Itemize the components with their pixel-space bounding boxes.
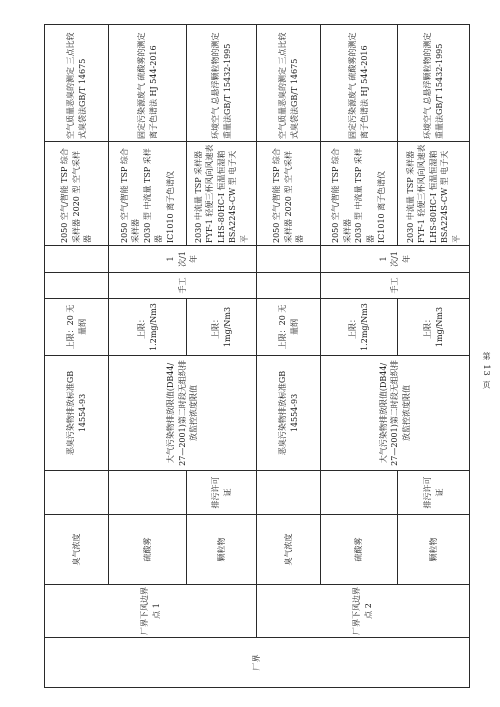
cell-analysis: 空气质量恶臭的测定 三点比较式臭袋法GB/T 14675 xyxy=(45,25,109,142)
cell-limit: 上限：20 无量纲 xyxy=(45,299,109,356)
rotated-table-wrapper xyxy=(44,25,469,688)
page-number: 第 13 页 xyxy=(482,352,491,390)
cell-analysis: 固定污染源废气 硫酸雾的测定离子色谱法 HJ 544-2016 xyxy=(321,25,398,142)
cell-method xyxy=(45,273,109,299)
cell-item: 颗粒物 xyxy=(187,515,257,585)
cell-analysis: 环境空气 总悬浮颗粒物的测定 重量法GB/T 15432-1995 xyxy=(398,25,470,142)
cell-standard-shared: 大气污染物排放限值(DB44/ 27—2001)第二时段无组织排放监控浓度限值 xyxy=(109,356,257,471)
cell-frequency-shared: 1 次/1 年 xyxy=(109,246,257,273)
cell-item: 颗粒物 xyxy=(398,515,470,585)
cell-standard: 恶臭污染物排放标准GB 14554-93 xyxy=(45,356,109,471)
cell-basis xyxy=(109,471,187,515)
cell-instrument: 2050 空气/智能 TSP 综合采样器 2020 型 空气采样器 xyxy=(257,142,321,246)
cell-instrument: 2050 空气/智能 TSP 综合采样器 2030 型 中流量 TSP 采样器 IC1010 离子色谱仪 xyxy=(109,142,187,246)
cell-method xyxy=(257,273,321,299)
cell-instrument: 2030 中流量 TSP 采样器 FYF-1 轻便三杯风向风速表 LHS-80HC-I 恒温恒湿箱 BSA224S-CW 型 电子天平 xyxy=(187,142,257,246)
cell-frequency xyxy=(257,246,321,273)
cell-point: 厂界下风边界点 2 xyxy=(257,585,470,638)
cell-limit: 上限：1mg/Nm3 xyxy=(398,299,470,356)
cell-item: 硫酸雾 xyxy=(109,515,187,585)
table-row xyxy=(45,25,109,688)
cell-standard: 恶臭污染物排放标准GB 14554-93 xyxy=(257,356,321,471)
cell-item: 臭气浓度 xyxy=(257,515,321,585)
cell-limit: 上限：1.2mg/Nm3 xyxy=(321,299,398,356)
cell-standard-shared: 大气污染物排放限值(DB44/ 27—2001)第二时段无组织排放监控浓度限值 xyxy=(321,356,470,471)
cell-basis xyxy=(45,471,109,515)
cell-instrument: 2050 空气/智能 TSP 综合采样器 2030 型 中流量 TSP 采样器 IC1010 离子色谱仪 xyxy=(321,142,398,246)
cell-method-shared: 手工 xyxy=(109,273,257,299)
cell-basis: 排污许可证 xyxy=(398,471,470,515)
cell-item: 臭气浓度 xyxy=(45,515,109,585)
table-row xyxy=(257,25,321,688)
cell-area: 厂界 xyxy=(45,638,470,688)
cell-instrument: 2030 中流量 TSP 采样器 FYF-1 轻便三杯风向风速表 LHS-80HC-I 恒温恒湿箱 BSA224S-CW 型 电子天平 xyxy=(398,142,470,246)
cell-basis: 排污许可证 xyxy=(187,471,257,515)
cell-item: 硫酸雾 xyxy=(321,515,398,585)
cell-limit: 上限：1.2mg/Nm3 xyxy=(109,299,187,356)
monitoring-table xyxy=(44,24,470,688)
cell-analysis: 固定污染源废气 硫酸雾的测定离子色谱法 HJ 544-2016 xyxy=(109,25,187,142)
cell-basis xyxy=(257,471,321,515)
cell-analysis: 环境空气 总悬浮颗粒物的测定 重量法GB/T 15432-1995 xyxy=(187,25,257,142)
table-body xyxy=(45,25,470,688)
cell-point: 厂界下风边界点 1 xyxy=(45,585,257,638)
cell-basis xyxy=(321,471,398,515)
cell-analysis: 空气质量恶臭的测定 三点比较式臭袋法GB/T 14675 xyxy=(257,25,321,142)
cell-instrument: 2050 空气/智能 TSP 综合采样器 2020 型 空气采样器 xyxy=(45,142,109,246)
cell-limit: 上限：20 无量纲 xyxy=(257,299,321,356)
cell-frequency xyxy=(45,246,109,273)
cell-method-shared: 手工 xyxy=(321,273,470,299)
cell-frequency-shared: 1 次/1 年 xyxy=(321,246,470,273)
cell-limit: 上限：1mg/Nm3 xyxy=(187,299,257,356)
